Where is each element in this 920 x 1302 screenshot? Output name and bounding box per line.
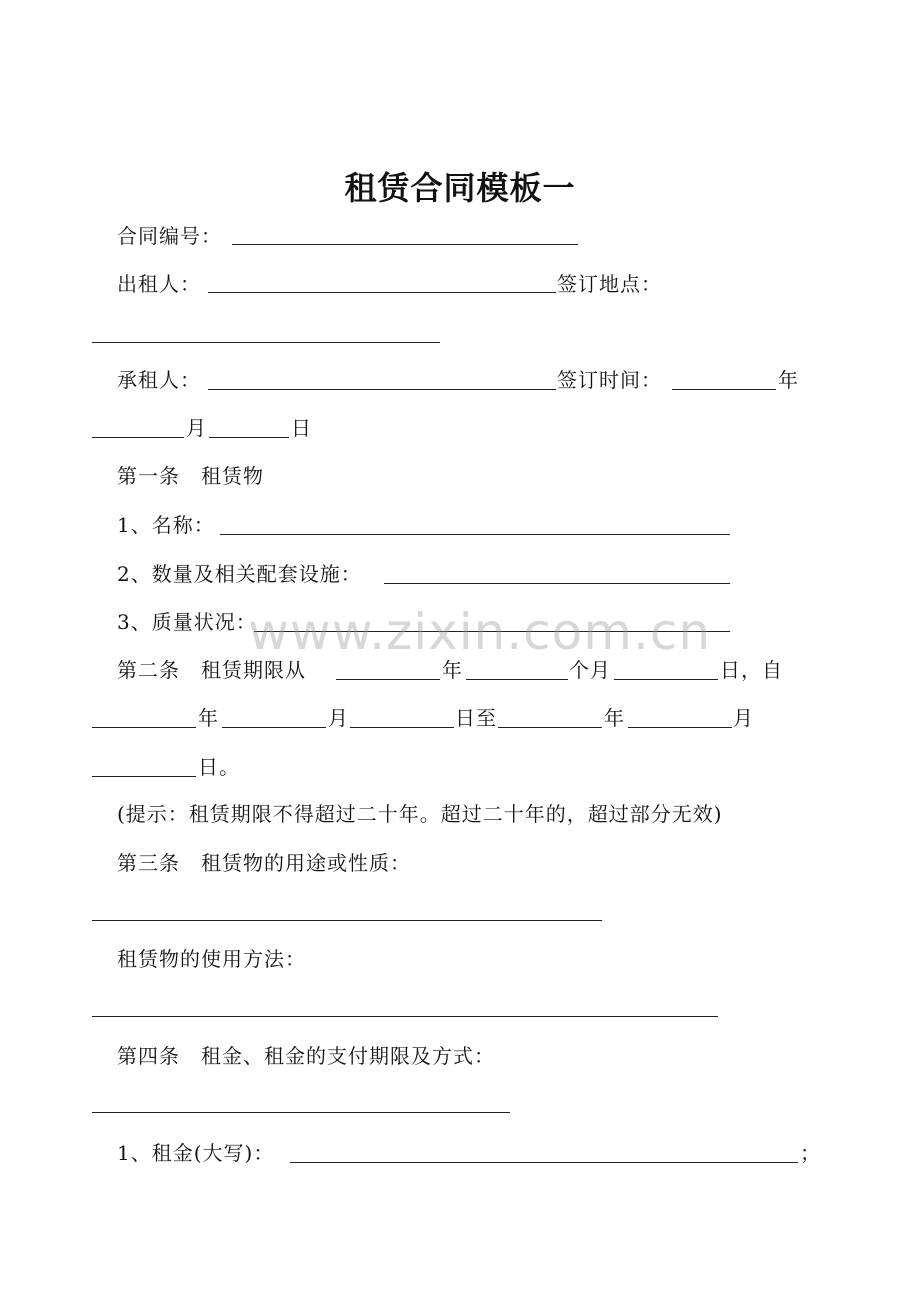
sign-month-blank[interactable] — [92, 437, 184, 438]
payment-blank[interactable] — [92, 1112, 510, 1113]
term-from-label: 日，自 — [720, 658, 783, 682]
usage-blank[interactable] — [92, 1016, 718, 1017]
start-day-blank[interactable] — [350, 727, 454, 728]
term-note: (提示：租赁期限不得超过二十年。超过二十年的，超过部分无效) — [117, 802, 723, 826]
end-day-label: 日。 — [198, 755, 240, 779]
sign-place-blank[interactable] — [92, 342, 440, 343]
term-days-blank[interactable] — [614, 679, 718, 680]
item-quality-label: 3、质量状况： — [117, 610, 257, 634]
sign-day-label: 日 — [291, 416, 312, 440]
end-year-blank[interactable] — [498, 727, 602, 728]
lessor-blank[interactable] — [208, 292, 556, 293]
start-year-blank[interactable] — [92, 727, 196, 728]
document-title: 租赁合同模板一 — [344, 169, 576, 207]
term-year-label: 年 — [442, 658, 463, 682]
article-2-heading: 第二条 租赁期限从 — [117, 658, 306, 682]
item-name-label: 1、名称： — [117, 513, 215, 537]
item-quantity-label: 2、数量及相关配套设施： — [117, 562, 362, 586]
item-name-blank[interactable] — [220, 534, 730, 535]
start-month-blank[interactable] — [222, 727, 326, 728]
article-3-heading: 第三条 租赁物的用途或性质： — [117, 851, 411, 875]
article-4-heading: 第四条 租金、租金的支付期限及方式： — [117, 1044, 495, 1068]
start-month-label: 月 — [328, 706, 349, 730]
sign-month-label: 月 — [186, 416, 207, 440]
end-month-label: 月 — [733, 706, 754, 730]
end-year-label: 年 — [604, 706, 625, 730]
lessee-blank[interactable] — [208, 389, 556, 390]
item-quantity-blank[interactable] — [384, 583, 730, 584]
lessee-label: 承租人： — [117, 368, 201, 392]
usage-label: 租赁物的使用方法： — [117, 947, 306, 971]
watermark: www.zixin.com.cn — [248, 603, 712, 661]
contract-number-blank[interactable] — [232, 244, 578, 245]
term-years-blank[interactable] — [336, 679, 440, 680]
start-year-label: 年 — [198, 706, 219, 730]
purpose-blank[interactable] — [92, 920, 602, 921]
term-months-blank[interactable] — [466, 679, 568, 680]
rent-amount-blank[interactable] — [290, 1162, 798, 1163]
sign-time-label: 签订时间： — [557, 368, 662, 392]
lessor-label: 出租人： — [117, 272, 201, 296]
sign-place-label: 签订地点： — [557, 272, 662, 296]
rent-semicolon: ； — [800, 1141, 821, 1165]
end-month-blank[interactable] — [628, 727, 732, 728]
sign-year-label: 年 — [778, 368, 799, 392]
article-1-heading: 第一条 租赁物 — [117, 464, 264, 488]
rent-amount-label: 1、租金(大写)： — [117, 1141, 275, 1165]
term-months-label: 个月 — [569, 658, 611, 682]
end-day-blank[interactable] — [92, 776, 196, 777]
sign-day-blank[interactable] — [209, 437, 289, 438]
to-label: 日至 — [455, 706, 497, 730]
sign-year-blank[interactable] — [672, 389, 776, 390]
contract-number-label: 合同编号： — [117, 224, 222, 248]
